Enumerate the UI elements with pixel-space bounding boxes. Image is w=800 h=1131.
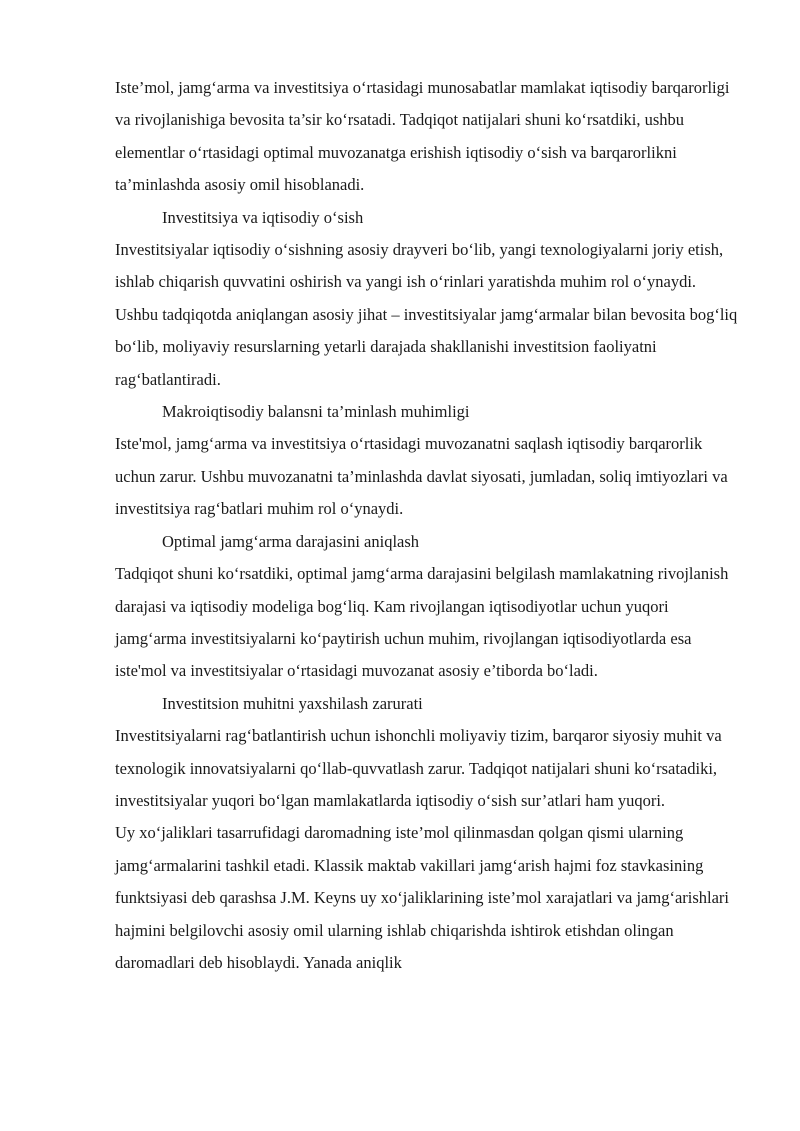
body-paragraph: Iste’mol, jamg‘arma va investitsiya o‘rtasidagi munosabatlar mamlakat iqtisodiy barqarorligi va rivojlanishiga bevosita ta’sir ko‘rsatadi. Tadqiqot natijalari shuni ko‘rsatdiki, ushbu elementlar o‘rtasidagi optimal muvozanatga erishish iqtisodiy o‘sish va barqarorlikni ta’minlashda asosiy omil hisoblanadi. [115,78,730,195]
body-paragraph: Tadqiqot shuni ko‘rsatdiki, optimal jamg‘arma darajasini belgilash mamlakatning rivojlanish darajasi va iqtisodiy modeliga bog‘liq. Kam rivojlangan iqtisodiyotlar uchun yuqori jamg‘arma investitsiyalarni ko‘paytirish uchun muhim, rivojlangan iqtisodiyotlarda esa iste'mol va investitsiyalar o‘rtasidagi muvozanat asosiy e’tiborda bo‘ladi. [115,564,729,681]
section-heading: Investitsion muhitni yaxshilash zarurati [162,693,423,713]
body-paragraph: Investitsiyalar iqtisodiy o‘sishning asosiy drayveri bo‘lib, yangi texnologiyalarni joriy etish, ishlab chiqarish quvvatini oshirish va yangi ish o‘rinlari yaratishda muhim rol o‘ynaydi. Ushbu tadqiqotda aniqlangan asosiy jihat – investitsiyalar jamg‘armalar bilan bevosita bog‘liq bo‘lib, moliyaviy resurslarning yetarli darajada shakllanishi investitsion faoliyatni rag‘batlantiradi. [115,240,738,389]
section-heading: Makroiqtisodiy balansni ta’minlash muhimligi [162,402,470,422]
body-paragraph: Uy xo‘jaliklari tasarrufidagi daromadning iste’mol qilinmasdan qolgan qismi ularning jamg‘armalarini tashkil etadi. Klassik maktab vakillari jamg‘arish hajmi foz stavkasining funktsiyasi deb qarashsa J.M. Keyns uy xo‘jaliklarining iste’mol xarajatlari va jamg‘arishlari hajmini belgilovchi asosiy omil ularning ishlab chiqarishda ishtirok etishdan olingan daromadlari deb hisoblaydi. Yanada aniqlik [115,823,730,972]
section-heading: Optimal jamg‘arma darajasini aniqlash [162,531,420,551]
body-paragraph: Investitsiyalarni rag‘batlantirish uchun ishonchli moliyaviy tizim, barqaror siyosiy muhit va texnologik innovatsiyalarni qo‘llab-quvvatlash zarur. Tadqiqot natijalari shuni ko‘rsatadiki, investitsiyalar yuqori bo‘lgan mamlakatlarda iqtisodiy o‘sish sur’atlari ham yuqori. [115,726,722,810]
document-body [115,72,740,979]
body-paragraph: Iste'mol, jamg‘arma va investitsiya o‘rtasidagi muvozanatni saqlash iqtisodiy barqarorlik uchun zarur. Ushbu muvozanatni ta’minlashda davlat siyosati, jumladan, soliq imtiyozlari va investitsiya rag‘batlari muhim rol o‘ynaydi. [115,434,728,519]
section-heading: Investitsiya va iqtisodiy o‘sish [162,207,364,227]
